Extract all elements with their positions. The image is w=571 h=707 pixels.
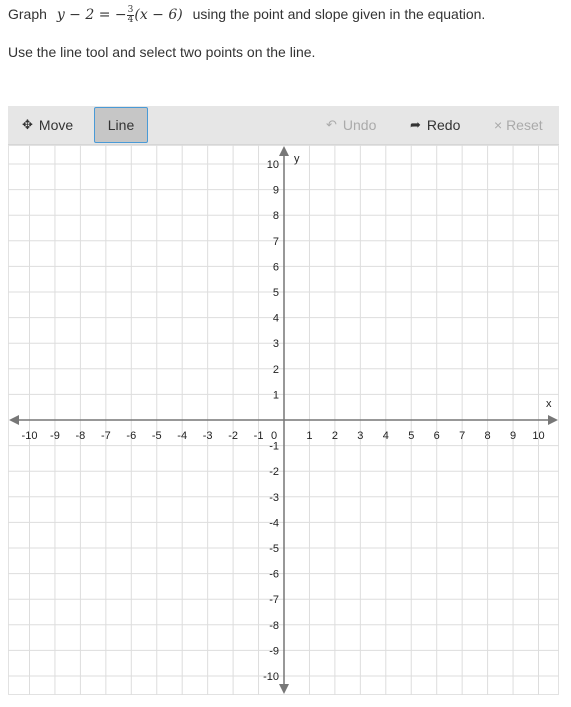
x-tick-label: -6: [126, 430, 137, 442]
x-tick-label: 10: [532, 430, 545, 442]
y-tick-label: 4: [272, 312, 279, 325]
x-axis-label: x: [546, 398, 552, 410]
equation-right: (x − 6): [134, 7, 183, 23]
move-label: Move: [38, 117, 74, 133]
y-axis-label: y: [294, 153, 300, 165]
fraction-numerator: 3: [127, 4, 134, 15]
x-tick-label: 3: [357, 430, 364, 442]
y-tick-label: 3: [272, 338, 279, 351]
equation-left: y − 2 = −: [56, 7, 127, 23]
move-arrows-icon: ✥: [22, 117, 33, 132]
prompt-prefix: Graph: [8, 6, 47, 22]
x-tick-label: -1: [253, 430, 264, 442]
y-tick-label: -5: [269, 543, 279, 555]
x-axis-right-arrow-icon: [548, 415, 558, 425]
x-tick-label: 4: [382, 430, 389, 442]
redo-arrow-icon: ➦: [410, 117, 421, 132]
y-tick-label: -10: [263, 671, 279, 683]
x-axis-left-arrow-icon: [9, 415, 19, 425]
y-tick-label: 2: [272, 363, 279, 376]
x-tick-label: -9: [50, 430, 60, 442]
redo-label: Redo: [426, 117, 461, 133]
x-tick-label: -2: [228, 430, 238, 442]
reset-label: × Reset: [494, 117, 543, 133]
y-tick-label: -7: [269, 594, 279, 607]
y-axis-down-arrow-icon: [279, 684, 289, 694]
y-tick-label: 10: [266, 159, 279, 171]
y-tick-label: -4: [269, 517, 279, 530]
x-tick-label: -3: [202, 430, 213, 442]
y-tick-label: -3: [269, 491, 279, 504]
x-tick-label: -10: [21, 430, 38, 442]
y-axis-up-arrow-icon: [279, 146, 289, 156]
x-tick-label: 1: [306, 430, 313, 442]
undo-label: Undo: [342, 117, 377, 133]
line-label: Line: [107, 117, 135, 133]
y-tick-label: 6: [272, 261, 279, 274]
x-tick-label: 6: [433, 430, 440, 442]
x-tick-label: -8: [75, 430, 86, 442]
y-tick-label: -6: [269, 568, 279, 581]
x-tick-label: -4: [177, 430, 188, 442]
x-tick-label: -7: [100, 430, 111, 442]
undo-arrow-icon: ↶: [326, 117, 337, 132]
x-tick-label: -5: [151, 430, 162, 442]
x-tick-label: 9: [509, 430, 517, 442]
x-tick-label: 7: [459, 430, 466, 442]
y-tick-label: -2: [269, 466, 279, 479]
x-tick-label: 5: [408, 430, 415, 442]
y-tick-label: -9: [269, 645, 279, 658]
y-tick-label: 1: [272, 389, 279, 402]
y-tick-label: 7: [272, 235, 279, 248]
instruction-text: Use the line tool and select two points on the line.: [8, 44, 316, 60]
y-tick-label: 9: [272, 184, 279, 197]
y-tick-label: 8: [272, 210, 279, 223]
x-tick-label: 8: [484, 430, 491, 442]
y-tick-label: 5: [272, 287, 279, 299]
fraction-denominator: 4: [127, 14, 134, 25]
x-tick-label: 2: [331, 430, 338, 442]
y-tick-label: -8: [269, 619, 279, 632]
y-tick-label: -1: [269, 440, 279, 453]
prompt-suffix: using the point and slope given in the equation.: [192, 6, 486, 22]
x-tick-label: 0: [270, 430, 278, 442]
